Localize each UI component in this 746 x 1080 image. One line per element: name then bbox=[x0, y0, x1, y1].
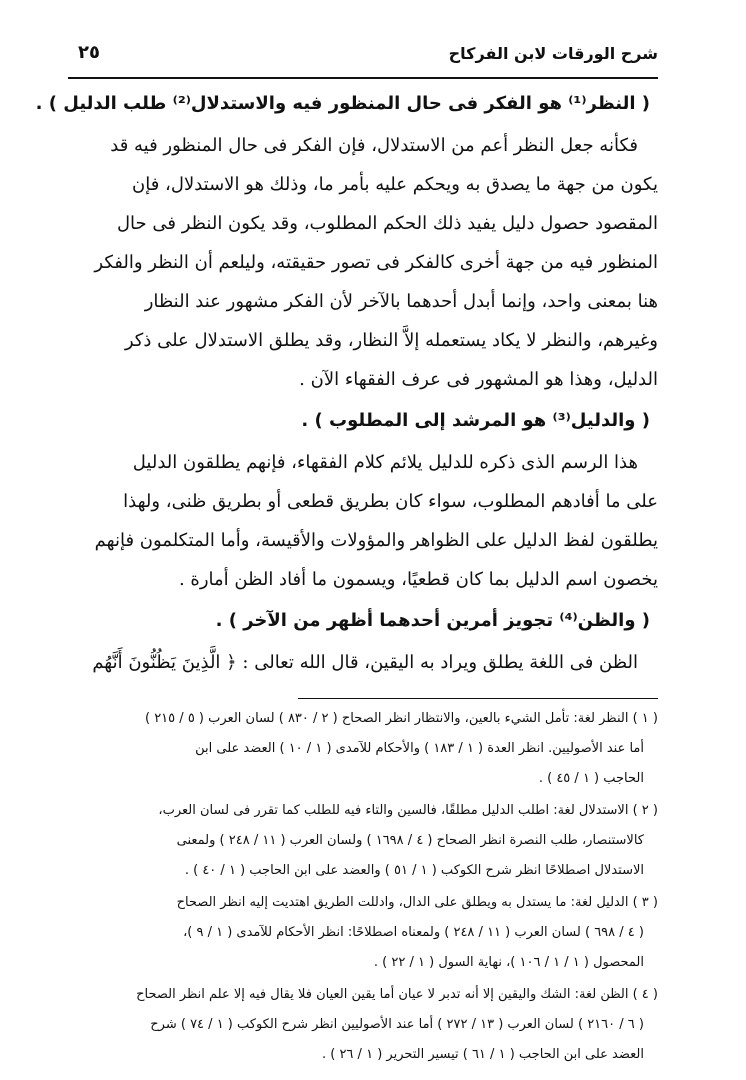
text-line: يطلقون لفظ الدليل على الظواهر والمؤولات والأقيسة، وأما المتكلمون فإنهم bbox=[94, 530, 658, 551]
footnote-rule bbox=[298, 698, 658, 699]
text-line: يكون من جهة ما يصدق به ويحكم عليه بأمر ما، وذلك هو الاستدلال، فإن bbox=[132, 174, 658, 195]
section-heading: ( والظن⁽⁴⁾ تجويز أمرين أحدهما أظهر من الآخر ) . bbox=[215, 610, 650, 631]
text-line: الدليل، وهذا هو المشهور فى عرف الفقهاء الآن . bbox=[299, 369, 658, 390]
text-line: هذا الرسم الذى ذكره للدليل يلائم كلام الفقهاء، فإنهم يطلقون الدليل bbox=[132, 452, 638, 473]
paragraph bbox=[68, 643, 658, 682]
footnote bbox=[68, 980, 658, 1070]
footnote bbox=[68, 888, 658, 978]
text-line: على ما أفادهم المطلوب، سواء كان بطريق قطعى أو بطريق ظنى، ولهذا bbox=[123, 491, 658, 512]
footnotes bbox=[68, 704, 658, 1070]
text-line: وغيرهم، والنظر لا يكاد يستعمله إلاَّ النظار، وقد يطلق الاستدلال على ذكر bbox=[124, 330, 658, 351]
footnote-line: ( ١ ) النظر لغة: تأمل الشيء بالعين، والانتظار انظر الصحاح ( ٢ / ٨٣٠ ) لسان العرب ( ٥ / ٢١٥ ) bbox=[144, 711, 658, 726]
footnote-line: ( ٢ ) الاستدلال لغة: اطلب الدليل مطلقًا، فالسين والتاء فيه للطلب كما تقرر فى لسان العرب، bbox=[158, 803, 658, 818]
footnote-line: ( ٦ / ٢١٦٠ ) لسان العرب ( ١٣ / ٢٧٢ ) أما عند الأصوليين انظر شرح الكوكب ( ١ / ٧٤ ) شرح bbox=[150, 1017, 644, 1032]
paragraph bbox=[68, 126, 658, 399]
section-heading: ( النظر⁽¹⁾ هو الفكر فى حال المنظور فيه والاستدلال⁽²⁾ طلب الدليل ) . bbox=[35, 93, 650, 114]
footnote-line: العضد على ابن الحاجب ( ١ / ٦١ ) تيسير التحرير ( ١ / ٢٦ ) . bbox=[321, 1047, 644, 1062]
text-line: المقصود حصول دليل يفيد ذلك الحكم المطلوب، وقد يكون النظر فى حال bbox=[116, 213, 658, 234]
footnote-line: كالاستنصار، طلب النصرة انظر الصحاح ( ٤ / ١٦٩٨ ) ولسان العرب ( ١١ / ٢٤٨ ) ولمعنى bbox=[176, 833, 644, 848]
paragraph bbox=[68, 443, 658, 599]
text-line: الظن فى اللغة يطلق ويراد به اليقين، قال الله تعالى : ﴿ الَّذِينَ يَظُنُّونَ أَنَّهُم bbox=[92, 652, 638, 673]
text-line: فكأنه جعل النظر أعم من الاستدلال، فإن الفكر فى حال المنظور فيه قد bbox=[110, 135, 638, 156]
footnote-line: أما عند الأصوليين. انظر العدة ( ١ / ١٨٣ ) والأحكام للآمدى ( ١ / ١٠ ) العضد على ابن bbox=[195, 741, 644, 756]
running-header bbox=[68, 40, 658, 70]
text-line: هنا بمعنى واحد، وإنما أبدل أحدهما بالآخر لأن الفكر مشهور عند النظار bbox=[144, 291, 658, 312]
footnote-line: ( ٤ / ٦٩٨ ) لسان العرب ( ١١ / ٢٤٨ ) ولمعناه اصطلاحًا: انظر الأحكام للآمدى ( ١ / ٩ )، bbox=[183, 925, 644, 940]
section-heading: ( والدليل⁽³⁾ هو المرشد إلى المطلوب ) . bbox=[301, 410, 650, 431]
main-text bbox=[35, 82, 658, 682]
footnote-line: الحاجب ( ١ / ٤٥ ) . bbox=[538, 771, 644, 786]
footnote-line: ( ٣ ) الدليل لغة: ما يستدل به ويطلق على الدال، وادللت الطريق اهتديت إليه انظر الصحاح bbox=[176, 895, 658, 910]
text-line: يخصون اسم الدليل بما كان قطعيًا، ويسمون ما أفاد الظن أمارة . bbox=[178, 569, 658, 590]
footnote-line: ( ٤ ) الظن لغة: الشك واليقين إلا أنه تدبر لا عيان أما يقين العيان فلا يقال فيه إلا علم انظر الصحاح bbox=[136, 987, 658, 1002]
book-title: شرح الورقات لابن الفركاح bbox=[448, 44, 658, 63]
page-number: ٢٥ bbox=[78, 42, 100, 63]
header-rule bbox=[68, 77, 658, 79]
footnote bbox=[68, 796, 658, 886]
text-line: المنظور فيه من جهة أخرى كالفكر فى تصور حقيقته، وليلعم أن النظر والفكر bbox=[94, 252, 658, 273]
footnote bbox=[68, 704, 658, 794]
footnote-line: الاستدلال اصطلاحًا انظر شرح الكوكب ( ١ / ٥١ ) والعضد على ابن الحاجب ( ١ / ٤٠ ) . bbox=[184, 863, 644, 878]
footnote-line: المحصول ( ١ / ١ / ١٠٦ )، نهاية السول ( ١ / ٢٢ ) . bbox=[373, 955, 644, 970]
